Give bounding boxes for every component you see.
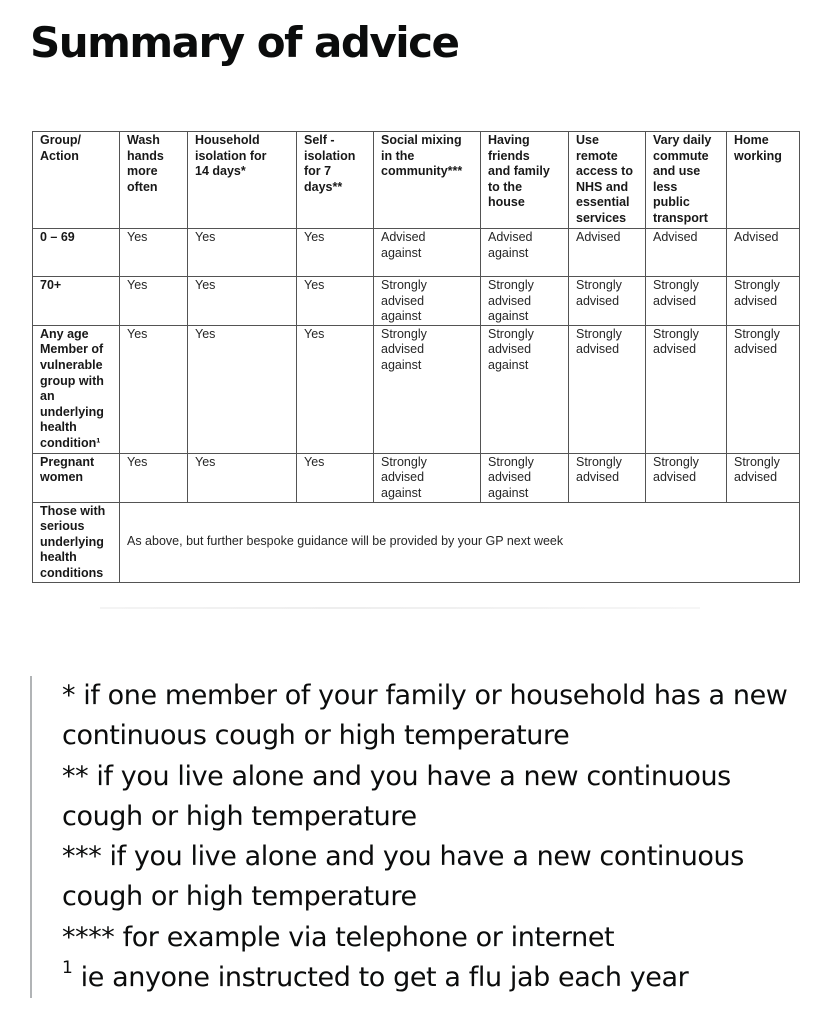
- table-cell: Yes: [297, 229, 374, 277]
- table-cell: Advised: [727, 229, 800, 277]
- header-cell: Home working: [727, 132, 800, 229]
- table-cell: Strongly advised against: [481, 325, 569, 453]
- table-cell: Yes: [120, 325, 188, 453]
- footnote-text: ie anyone instructed to get a flu jab each year: [80, 962, 689, 994]
- table-cell: Strongly advised against: [374, 277, 481, 326]
- table-cell: Strongly advised: [727, 277, 800, 326]
- table-cell: Strongly advised: [646, 453, 727, 502]
- table-cell: Yes: [297, 453, 374, 502]
- footnote-line: cough or high temperature: [62, 881, 417, 913]
- table-cell: Strongly advised: [569, 325, 646, 453]
- row-group-cell: Any age Member of vulnerable group with an underlying health condition¹: [33, 325, 120, 453]
- table-cell: Yes: [188, 325, 297, 453]
- table-header-row: [33, 132, 800, 229]
- header-cell: Self - isolation for 7 days**: [297, 132, 374, 229]
- table-cell: Strongly advised: [727, 453, 800, 502]
- table-cell: Yes: [297, 325, 374, 453]
- table-cell: Advised: [569, 229, 646, 277]
- advice-table-image: [32, 131, 799, 583]
- divider: [100, 607, 700, 609]
- table-cell: Advised against: [374, 229, 481, 277]
- header-cell: Use remote access to NHS and essential services: [569, 132, 646, 229]
- row-group-cell: 0 – 69: [33, 229, 120, 277]
- footnote-line: cough or high temperature: [62, 800, 417, 832]
- table-row: [33, 453, 800, 502]
- header-cell: Social mixing in the community***: [374, 132, 481, 229]
- table-cell: Yes: [188, 453, 297, 502]
- row-group-cell: 70+: [33, 277, 120, 326]
- footnote-line: [62, 958, 820, 998]
- table-cell: Yes: [120, 277, 188, 326]
- header-cell: Vary daily commute and use less public transport: [646, 132, 727, 229]
- footnote-line: continuous cough or high temperature: [62, 720, 570, 752]
- table-cell: Yes: [120, 229, 188, 277]
- table-cell: Strongly advised against: [374, 453, 481, 502]
- header-cell: Having friends and family to the house: [481, 132, 569, 229]
- page-title: Summary of advice: [30, 18, 459, 67]
- table-cell: Strongly advised against: [481, 453, 569, 502]
- table-cell: Yes: [188, 277, 297, 326]
- table-cell: Yes: [188, 229, 297, 277]
- table-cell: Strongly advised: [646, 325, 727, 453]
- table-note-cell: As above, but further bespoke guidance will be provided by your GP next week: [120, 502, 800, 582]
- footnote-marker: 1: [62, 958, 73, 979]
- table-row: [33, 229, 800, 277]
- header-cell: Household isolation for 14 days*: [188, 132, 297, 229]
- table-row: [33, 325, 800, 453]
- table-row: [33, 277, 800, 326]
- footnote-line: ** if you live alone and you have a new continuous: [62, 760, 731, 792]
- header-cell: Group/ Action: [33, 132, 120, 229]
- row-group-cell: Those with serious underlying health conditions: [33, 502, 120, 582]
- table-row: [33, 502, 800, 582]
- footnote-line: **** for example via telephone or internet: [62, 921, 615, 953]
- table-cell: Strongly advised against: [481, 277, 569, 326]
- table-cell: Strongly advised: [569, 453, 646, 502]
- advice-table: [32, 131, 800, 583]
- table-cell: Advised: [646, 229, 727, 277]
- table-cell: Yes: [297, 277, 374, 326]
- table-cell: Advised against: [481, 229, 569, 277]
- footnotes-inset: [30, 676, 820, 998]
- table-cell: Strongly advised against: [374, 325, 481, 453]
- footnote-line: * if one member of your family or household has a new: [62, 680, 788, 711]
- header-cell: Wash hands more often: [120, 132, 188, 229]
- table-cell: Yes: [120, 453, 188, 502]
- table-cell: Strongly advised: [646, 277, 727, 326]
- row-group-cell: Pregnant women: [33, 453, 120, 502]
- table-cell: Strongly advised: [727, 325, 800, 453]
- table-cell: Strongly advised: [569, 277, 646, 326]
- footnote-line: *** if you live alone and you have a new continuous: [62, 841, 744, 873]
